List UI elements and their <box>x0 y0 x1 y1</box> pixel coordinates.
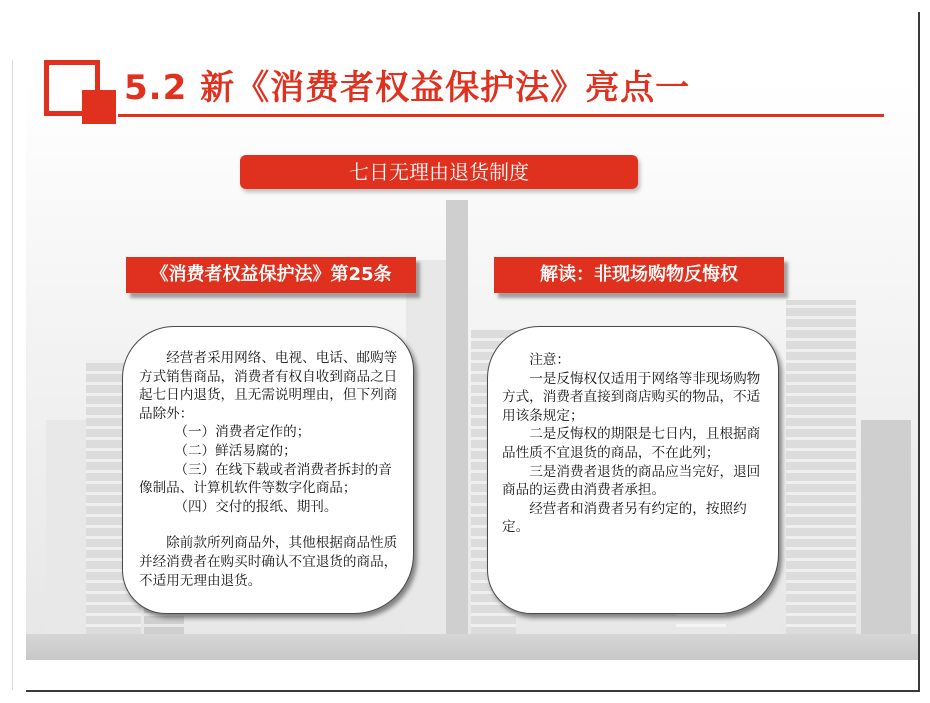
law-exception-item: （二）鲜活易腐的； <box>174 442 297 459</box>
note-paragraph: 二是反悔权的期限是七日内，且根据商品性质不宜退货的商品，不在此列； <box>502 426 761 461</box>
interpretation-card <box>487 326 779 614</box>
frame-right-border <box>918 12 920 692</box>
law-exception-item: （三）在线下载或者消费者拆封的音像制品、计算机软件等数字化商品； <box>139 461 392 497</box>
law-paragraph: 除前款所列商品外，其他根据商品性质并经消费者在购买时确认不宜退货的商品，不适用无理由退货。 <box>139 535 398 589</box>
left-panel-heading: 《消费者权益保护法》第25条 <box>126 257 416 293</box>
ground <box>26 634 918 660</box>
right-panel-heading: 解读：非现场购物反悔权 <box>494 257 784 293</box>
title-underline <box>118 114 884 117</box>
frame-left-line <box>12 60 13 690</box>
law-text-card <box>122 326 414 614</box>
note-paragraph: 经营者和消费者另有约定的，按照约定。 <box>502 500 747 536</box>
law-exception-item: （四）交付的报纸、期刊。 <box>174 498 338 515</box>
note-paragraph: 三是消费者退货的商品应当完好，退回商品的运费由消费者承担。 <box>502 463 761 499</box>
law-exception-item: （一）消费者定作的； <box>174 424 311 441</box>
slide-title: 5.2 新《消费者权益保护法》亮点一 <box>124 68 691 108</box>
section-banner: 七日无理由退货制度 <box>240 155 638 189</box>
frame-bottom-border <box>26 690 920 692</box>
law-paragraph: 经营者采用网络、电视、电话、邮购等方式销售商品，消费者有权自收到商品之日起七日内退货，且无需说明理由，但下列商品除外： <box>139 350 398 422</box>
note-label: 注意： <box>529 352 570 368</box>
note-paragraph: 一是反悔权仅适用于网络等非现场购物方式，消费者直接到商店购买的物品，不适用该条规定； <box>502 370 761 424</box>
logo-solid-square-icon <box>82 90 116 124</box>
